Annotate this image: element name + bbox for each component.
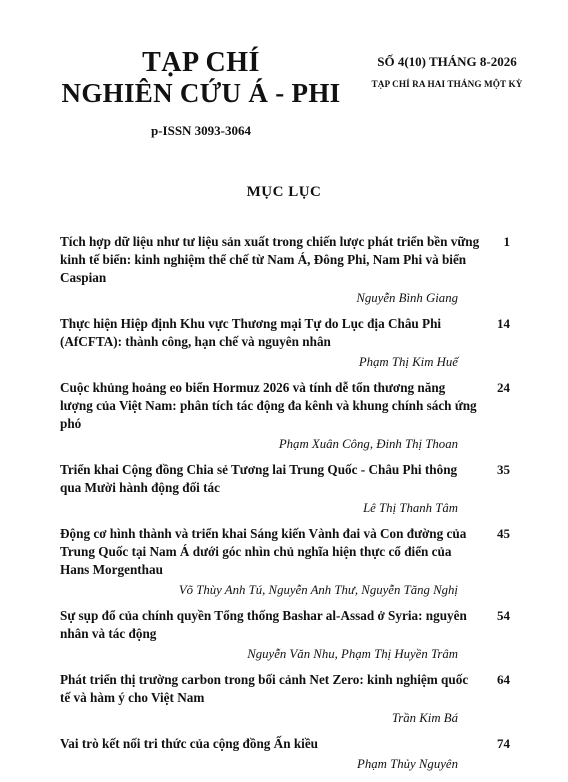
article-title: Thực hiện Hiệp định Khu vực Thương mại Tự do Lục địa Châu Phi (AfCFTA): thành công, hạn chế và nguyên nhân [60, 316, 442, 349]
article-authors: Võ Thùy Anh Tú, Nguyễn Anh Thư, Nguyễn Tăng Nghị [178, 583, 458, 597]
page-number: 54 [497, 608, 510, 623]
toc-entry[interactable] [60, 461, 510, 517]
journal-title-line1: TẠP CHÍ [142, 47, 260, 78]
article-title: Triển khai Cộng đồng Chia sẻ Tương lai Trung Quốc - Châu Phi thông qua Mười hành động đối tác [60, 462, 458, 495]
article-authors: Lê Thị Thanh Tâm [363, 501, 458, 515]
page-number: 45 [497, 526, 510, 541]
issn-number: p-ISSN 3093-3064 [150, 123, 252, 138]
page-number: 64 [497, 672, 510, 687]
journal-masthead [56, 48, 346, 139]
toc-entry[interactable] [60, 525, 510, 599]
page-number: 14 [497, 316, 510, 331]
page-number: 24 [497, 380, 510, 395]
article-authors: Nguyễn Văn Nhu, Phạm Thị Huyền Trâm [247, 647, 458, 661]
publication-frequency: TẠP CHÍ RA HAI THÁNG MỘT KỲ [371, 79, 523, 89]
toc-entry[interactable] [60, 735, 510, 773]
article-title: Sự sụp đổ của chính quyền Tổng thống Bashar al-Assad ở Syria: nguyên nhân và tác động [60, 608, 467, 641]
issue-info [362, 54, 532, 90]
table-of-contents-heading: MỤC LỤC [246, 184, 322, 200]
table-of-contents [60, 233, 510, 773]
toc-entry[interactable] [60, 379, 510, 453]
article-authors: Phạm Thủy Nguyên [357, 757, 458, 771]
toc-entry[interactable] [60, 315, 510, 371]
page-number: 74 [497, 736, 510, 751]
article-title: Động cơ hình thành và triển khai Sáng kiến Vành đai và Con đường của Trung Quốc tại Nam Á dưới góc nhìn chủ nghĩa hiện thực cổ điển của Hans Morgenthau [60, 526, 467, 577]
toc-entry[interactable] [60, 233, 510, 307]
toc-entry[interactable] [60, 671, 510, 727]
journal-title-line2: NGHIÊN CỨU Á - PHI [61, 78, 341, 108]
article-authors: Phạm Thị Kim Huế [358, 355, 458, 369]
page-number: 1 [503, 234, 510, 249]
toc-entry[interactable] [60, 607, 510, 663]
article-title: Phát triển thị trường carbon trong bối cảnh Net Zero: kinh nghiệm quốc tế và hàm ý cho Việt Nam [60, 672, 469, 705]
issue-number: SỐ 4(10) THÁNG 8-2026 [377, 54, 517, 69]
article-authors: Phạm Xuân Công, Đinh Thị Thoan [278, 437, 458, 451]
article-title: Tích hợp dữ liệu như tư liệu sản xuất trong chiến lược phát triển bền vững kinh tế biển: kinh nghiệm thể chế từ Nam Á, Đông Phi, Nam Phi và biển Caspian [60, 234, 480, 285]
article-authors: Trần Kim Bá [391, 711, 458, 725]
article-title: Cuộc khủng hoảng eo biển Hormuz 2026 và tính dễ tổn thương năng lượng của Việt Nam: phân tích tác động đa kênh và khung chính sách ứng phó [60, 380, 477, 431]
article-authors: Nguyễn Bình Giang [356, 291, 458, 305]
article-title: Vai trò kết nối tri thức của cộng đồng Ấn kiều [60, 736, 319, 751]
page-number: 35 [497, 462, 510, 477]
